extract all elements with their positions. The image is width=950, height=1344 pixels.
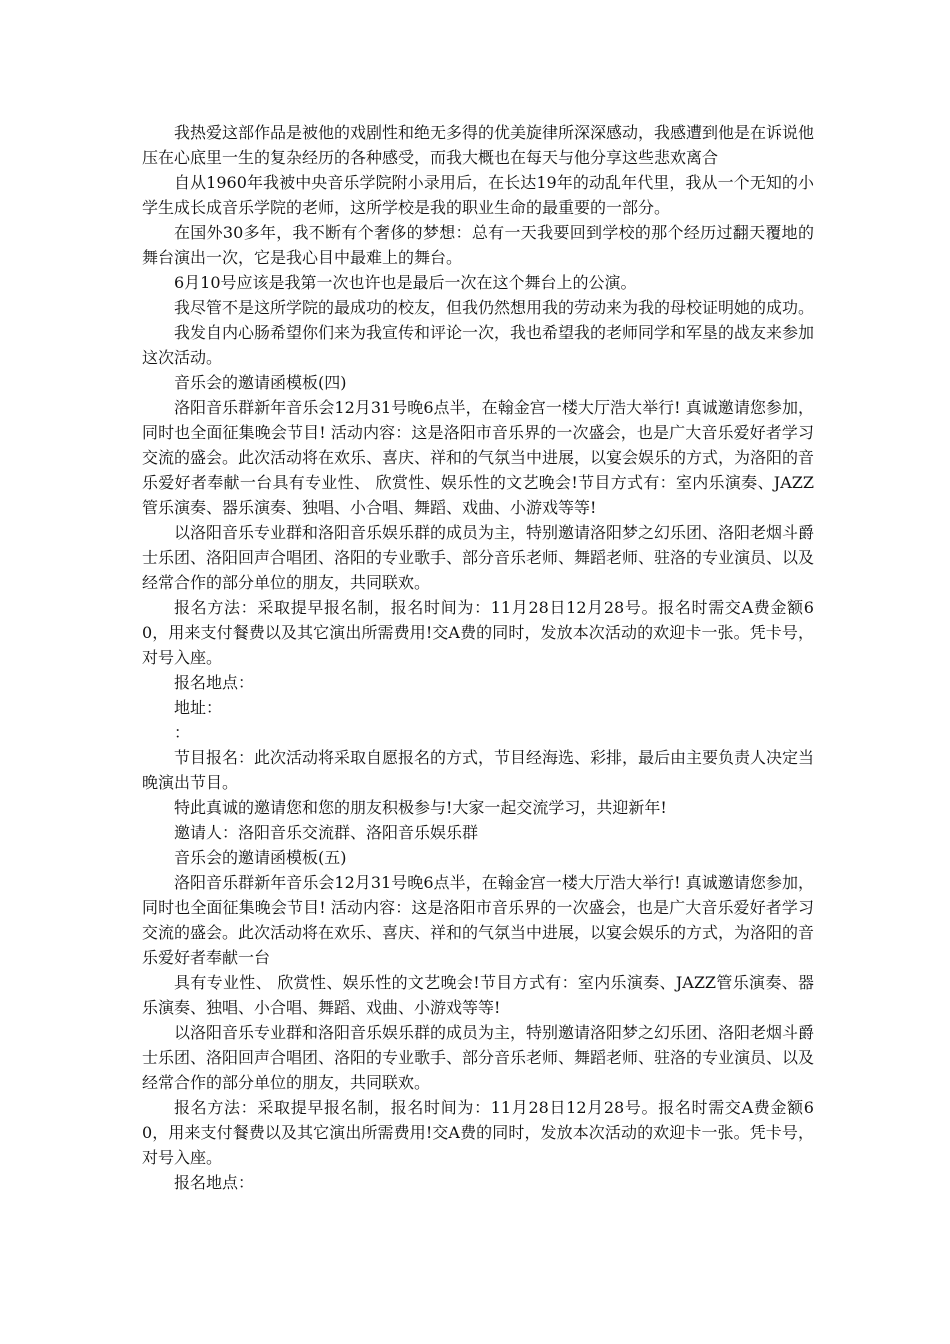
- paragraph: 以洛阳音乐专业群和洛阳音乐娱乐群的成员为主，特别邀请洛阳梦之幻乐团、洛阳老烟斗爵士乐团、洛阳回声合唱团、洛阳的专业歌手、部分音乐老师、舞蹈老师、驻洛的专业演员、以及经常合作的部分单位的朋友，共同联欢。: [142, 523, 815, 592]
- paragraph: 报名方法：采取提早报名制，报名时间为：11月28日12月28号。报名时需交A费金额60，用来支付餐费以及其它演出所需费用!交A费的同时，发放本次活动的欢迎卡一张。凭卡号，对号入座。: [142, 1098, 814, 1167]
- paragraph: 特此真诚的邀请您和您的朋友积极参与!大家一起交流学习，共迎新年!: [174, 798, 667, 817]
- section-heading: 音乐会的邀请函模板(五): [174, 848, 347, 867]
- paragraph: 报名地点：: [174, 673, 255, 692]
- paragraph: 报名方法：采取提早报名制，报名时间为：11月28日12月28号。报名时需交A费金额60，用来支付餐费以及其它演出所需费用!交A费的同时，发放本次活动的欢迎卡一张。凭卡号，对号入座。: [142, 598, 814, 667]
- paragraph: 具有专业性、 欣赏性、娱乐性的文艺晚会!节目方式有：室内乐演奏、JAZZ管乐演奏、器乐演奏、独唱、小合唱、舞蹈、戏曲、小游戏等等!: [142, 973, 814, 1017]
- paragraph: 我尽管不是这所学院的最成功的校友，但我仍然想用我的劳动来为我的母校证明她的成功。: [174, 298, 815, 317]
- paragraph: ：: [174, 723, 191, 742]
- paragraph: 自从1960年我被中央音乐学院附小录用后，在长达19年的动乱年代里，我从一个无知的小学生成长成音乐学院的老师，这所学校是我的职业生命的最重要的一部分。: [142, 173, 814, 217]
- paragraph: 报名地点：: [174, 1173, 255, 1192]
- paragraph: 在国外30多年，我不断有个奢侈的梦想：总有一天我要回到学校的那个经历过翻天覆地的舞台演出一次，它是我心目中最难上的舞台。: [142, 223, 814, 267]
- section-heading: 音乐会的邀请函模板(四): [174, 373, 347, 392]
- paragraph: 我发自内心肠希望你们来为我宣传和评论一次，我也希望我的老师同学和军垦的战友来参加这次活动。: [142, 323, 815, 367]
- paragraph: 我热爱这部作品是被他的戏剧性和绝无多得的优美旋律所深深感动，我感遭到他是在诉说他压在心底里一生的复杂经历的各种感受，而我大概也在每天与他分享这些悲欢离合: [142, 123, 815, 167]
- document-body: [142, 120, 814, 1195]
- paragraph: 以洛阳音乐专业群和洛阳音乐娱乐群的成员为主，特别邀请洛阳梦之幻乐团、洛阳老烟斗爵士乐团、洛阳回声合唱团、洛阳的专业歌手、部分音乐老师、舞蹈老师、驻洛的专业演员、以及经常合作的部分单位的朋友，共同联欢。: [142, 1023, 815, 1092]
- paragraph: 洛阳音乐群新年音乐会12月31号晚6点半，在翰金宫一楼大厅浩大举行! 真诚邀请您参加，同时也全面征集晚会节目! 活动内容：这是洛阳市音乐界的一次盛会，也是广大音乐爱好者学习交流的盛会。此次活动将在欢乐、喜庆、祥和的气氛当中进展，以宴会娱乐的方式，为洛阳的音乐爱好者奉献一台具有专业性、 欣赏性、娱乐性的文艺晚会!节目方式有：室内乐演奏、JAZZ管乐演奏、器乐演奏、独唱、小合唱、舞蹈、戏曲、小游戏等等!: [142, 398, 815, 517]
- paragraph: 地址：: [174, 698, 223, 717]
- paragraph: 节目报名：此次活动将采取自愿报名的方式，节目经海选、彩排，最后由主要负责人决定当晚演出节目。: [142, 748, 815, 792]
- paragraph: 6月10号应该是我第一次也许也是最后一次在这个舞台上的公演。: [174, 273, 637, 292]
- paragraph: 邀请人：洛阳音乐交流群、洛阳音乐娱乐群: [174, 823, 479, 842]
- paragraph: 洛阳音乐群新年音乐会12月31号晚6点半，在翰金宫一楼大厅浩大举行! 真诚邀请您参加，同时也全面征集晚会节目! 活动内容：这是洛阳市音乐界的一次盛会，也是广大音乐爱好者学习交流的盛会。此次活动将在欢乐、喜庆、祥和的气氛当中进展，以宴会娱乐的方式，为洛阳的音乐爱好者奉献一台: [142, 873, 815, 967]
